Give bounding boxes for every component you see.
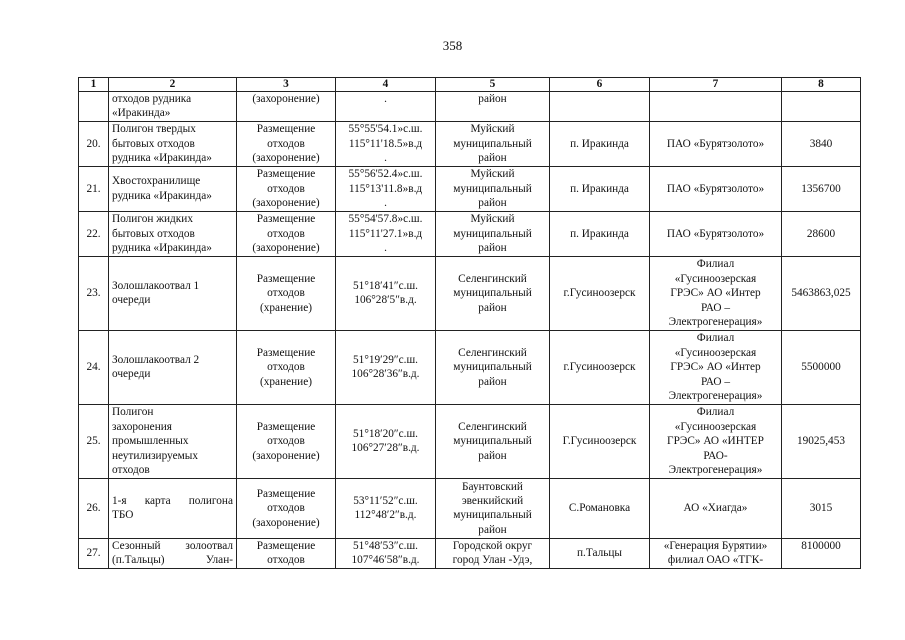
cell-activity: Размещение отходов (захоронение) bbox=[252, 168, 320, 210]
cell-municipality: Селенгинский муниципальный район bbox=[453, 346, 532, 388]
cell-num: 23. bbox=[86, 287, 101, 300]
cell-locality: г.Гусиноозерск bbox=[563, 287, 636, 300]
cell-activity: Размещение отходов (захоронение) bbox=[252, 420, 320, 462]
cell-coords: 55°56'52.4»с.ш. 115°13'11.8»в.д . bbox=[348, 168, 423, 210]
cell-coords: 51°19′29″с.ш. 106°28′36″в.д. bbox=[351, 353, 420, 381]
cell-locality: п. Иракинда bbox=[570, 227, 629, 240]
cell-municipality: Селенгинский муниципальный район bbox=[453, 272, 532, 314]
cell-operator: ПАО «Бурятзолото» bbox=[666, 227, 765, 240]
cell-name: Золошлакоотвал 2 очереди bbox=[112, 353, 200, 381]
cell-num: 27. bbox=[86, 547, 101, 560]
cell-locality: п.Тальцы bbox=[576, 547, 623, 560]
cell-locality bbox=[550, 92, 650, 122]
cell-operator: «Генерация Бурятии» филиал ОАО «ТГК- bbox=[663, 539, 768, 567]
cell-activity: (захоронение) bbox=[252, 93, 320, 105]
table-row bbox=[79, 256, 861, 330]
cell-municipality: Муйский муниципальный район bbox=[453, 123, 532, 165]
cell-operator: ПАО «Бурятзолото» bbox=[666, 137, 765, 150]
cell-quantity: 5463863,025 bbox=[791, 287, 851, 300]
table-row bbox=[79, 538, 861, 568]
cell-coords: 51°18′41″с.ш. 106°28′5″в.д. bbox=[353, 279, 418, 307]
cell-municipality: Муйский муниципальный район bbox=[453, 213, 532, 255]
cell-coords: . bbox=[384, 93, 387, 105]
cell-num: 26. bbox=[86, 502, 101, 515]
table-row bbox=[79, 166, 861, 211]
cell-municipality: Городской округ город Улан -Удэ, bbox=[452, 539, 533, 567]
cell-operator: ПАО «Бурятзолото» bbox=[666, 182, 765, 195]
header-col-3: 3 bbox=[237, 78, 336, 92]
header-col-5: 5 bbox=[436, 78, 550, 92]
cell-operator: АО «Хиагда» bbox=[683, 502, 748, 515]
cell-quantity: 8100000 bbox=[801, 539, 841, 552]
cell-name: Полигон твердых бытовых отходов рудника «Иракинда» bbox=[112, 123, 212, 165]
cell-name: Полигон жидких бытовых отходов рудника «Иракинда» bbox=[112, 213, 212, 255]
cell-num: 25. bbox=[86, 435, 101, 448]
header-col-7: 7 bbox=[650, 78, 782, 92]
cell-coords: 53°11′52″с.ш. 112°48′2″в.д. bbox=[353, 494, 418, 522]
cell-locality: С.Романовка bbox=[568, 502, 631, 515]
cell-quantity: 3840 bbox=[809, 137, 833, 150]
cell-name: Сезонный золоотвал (п.Тальцы) Улан- bbox=[112, 539, 233, 567]
cell-coords: 51°18′20″с.ш. 106°27′28″в.д. bbox=[351, 427, 420, 455]
cell-locality: п. Иракинда bbox=[570, 182, 629, 195]
cell-operator: Филиал «Гусиноозерская ГРЭС» АО «Интер РАО – Электрогенерация» bbox=[668, 258, 763, 328]
cell-num: 20. bbox=[86, 137, 101, 150]
header-col-1: 1 bbox=[79, 78, 109, 92]
cell-name: Полигон захоронения промышленных неутилизируемых отходов bbox=[112, 406, 199, 476]
cell-num: 24. bbox=[86, 361, 101, 374]
page-number: 358 bbox=[442, 38, 463, 53]
cell-operator: Филиал «Гусиноозерская ГРЭС» АО «Интер РАО – Электрогенерация» bbox=[668, 332, 763, 402]
cell-activity: Размещение отходов bbox=[256, 539, 316, 567]
table-row bbox=[79, 121, 861, 166]
cell-name: отходов рудника «Иракинда» bbox=[112, 93, 192, 120]
cell-name: Золошлакоотвал 1 очереди bbox=[112, 279, 200, 307]
cell-quantity bbox=[782, 92, 861, 122]
cell-quantity: 28600 bbox=[806, 227, 836, 240]
cell-activity: Размещение отходов (захоронение) bbox=[252, 123, 320, 165]
table-row bbox=[79, 330, 861, 404]
cell-municipality: район bbox=[478, 93, 507, 105]
header-col-8: 8 bbox=[782, 78, 861, 92]
table-row bbox=[79, 211, 861, 256]
cell-coords: 55°55'54.1»с.ш. 115°11'18.5»в.д . bbox=[348, 123, 423, 165]
cell-num bbox=[79, 92, 109, 122]
table-header-row bbox=[79, 78, 861, 92]
cell-activity: Размещение отходов (захоронение) bbox=[252, 487, 320, 529]
cell-operator bbox=[650, 92, 782, 122]
cell-operator: Филиал «Гусиноозерская ГРЭС» АО «ИНТЕР РАО- Электрогенерация» bbox=[667, 406, 764, 476]
cell-quantity: 19025,453 bbox=[796, 435, 845, 448]
cell-municipality: Муйский муниципальный район bbox=[453, 168, 532, 210]
cell-name: 1-я карта полигона ТБО bbox=[112, 494, 233, 522]
table-row-continuation bbox=[79, 92, 861, 122]
cell-quantity: 1356700 bbox=[801, 182, 841, 195]
cell-municipality: Баунтовский эвенкийский муниципальный район bbox=[453, 480, 532, 536]
cell-activity: Размещение отходов (захоронение) bbox=[252, 213, 320, 255]
cell-num: 22. bbox=[86, 227, 101, 240]
waste-sites-table bbox=[78, 77, 861, 569]
cell-activity: Размещение отходов (хранение) bbox=[256, 346, 316, 388]
cell-locality: г.Гусиноозерск bbox=[563, 361, 636, 374]
cell-quantity: 3015 bbox=[809, 502, 833, 515]
cell-name: Хвостохранилище рудника «Иракинда» bbox=[112, 175, 212, 202]
table-row bbox=[79, 404, 861, 478]
cell-municipality: Селенгинский муниципальный район bbox=[453, 420, 532, 462]
cell-activity: Размещение отходов (хранение) bbox=[256, 272, 316, 314]
cell-locality: п. Иракинда bbox=[570, 137, 629, 150]
header-col-4: 4 bbox=[336, 78, 436, 92]
table-row bbox=[79, 478, 861, 538]
cell-coords: 51°48′53″с.ш. 107°46′58″в.д. bbox=[351, 539, 420, 567]
cell-coords: 55°54'57.8»с.ш. 115°11'27.1»в.д . bbox=[348, 213, 423, 255]
header-col-2: 2 bbox=[109, 78, 237, 92]
header-col-6: 6 bbox=[550, 78, 650, 92]
cell-locality: Г.Гусиноозерск bbox=[562, 435, 637, 448]
cell-quantity: 5500000 bbox=[801, 361, 841, 374]
cell-num: 21. bbox=[86, 182, 101, 195]
